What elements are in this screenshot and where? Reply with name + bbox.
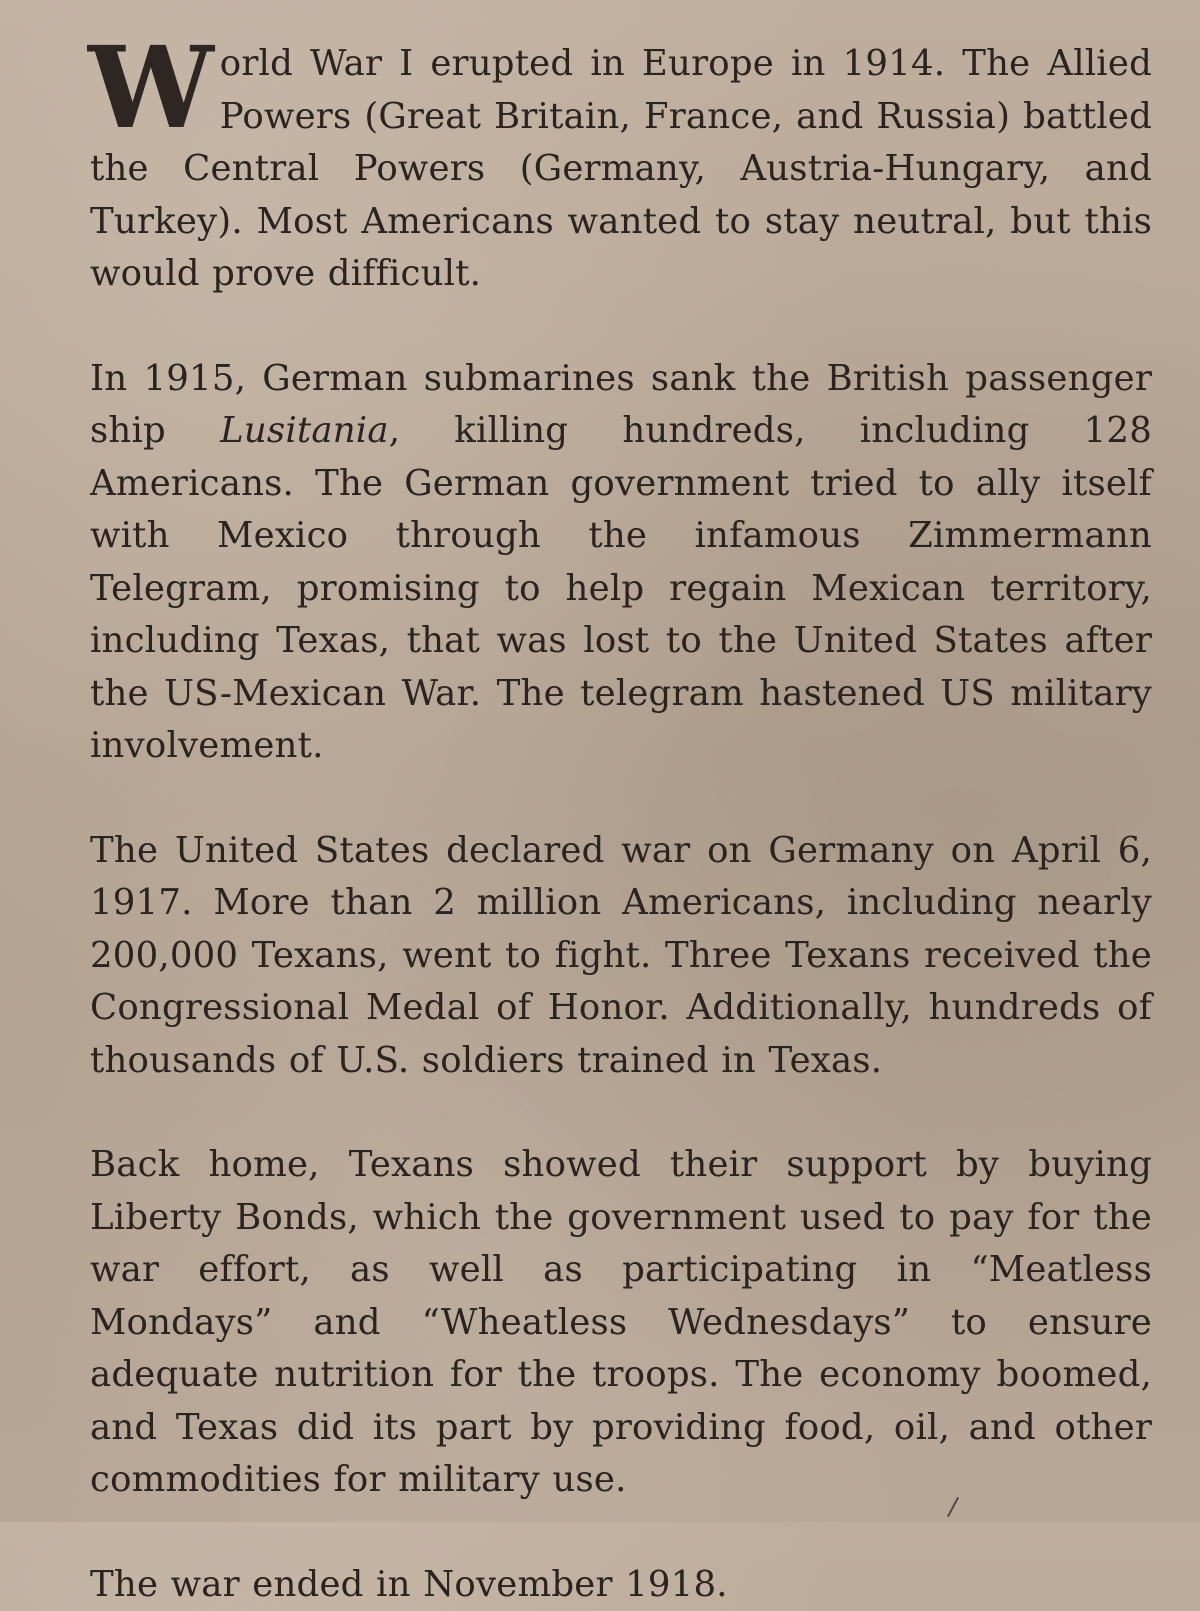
paragraph-intro — [90, 38, 1152, 301]
article-body — [90, 38, 1152, 1611]
paragraph-war-end: The war ended in November 1918. — [90, 1559, 1152, 1611]
paragraph-intro-text: orld War I erupted in Europe in 1914. The Allied Powers (Great Britain, France, and Russia) battled the Central Powers (Germany, Austria-Hungary, and Turkey). Most Americans wanted to stay neutral, but this would prove difficult. — [90, 43, 1152, 294]
drop-cap: W — [88, 44, 210, 140]
ship-name-italic: Lusitania — [220, 410, 389, 451]
paragraph-declaration: The United States declared war on Germany on April 6, 1917. More than 2 million Americans, including nearly 200,000 Texans, went to fight. Three Texans received the Congressional Medal of Honor. Additionally, hundreds of thousands of U.S. soldiers trained in Texas. — [90, 825, 1152, 1088]
paragraph-lusitania-text-start: In 1915, German submarines sank the British passenger ship — [90, 358, 1152, 452]
paragraph-home-front: Back home, Texans showed their support by buying Liberty Bonds, which the government used to pay for the war effort, as well as participating in “Meatless Mondays” and “Wheatless Wednesdays” to ensure adequate nutrition for the troops. The economy boomed, and Texas did its part by providing food, oil, and other commodities for military use. — [90, 1139, 1152, 1507]
paragraph-lusitania — [90, 353, 1152, 773]
paragraph-lusitania-text-end: , killing hundreds, including 128 Americans. The German government tried to ally itself with Mexico through the infamous Zimmermann Telegram, promising to help regain Mexican territory, including Texas, that was lost to the United States after the US-Mexican War. The telegram hastened US military involvement. — [90, 410, 1152, 766]
